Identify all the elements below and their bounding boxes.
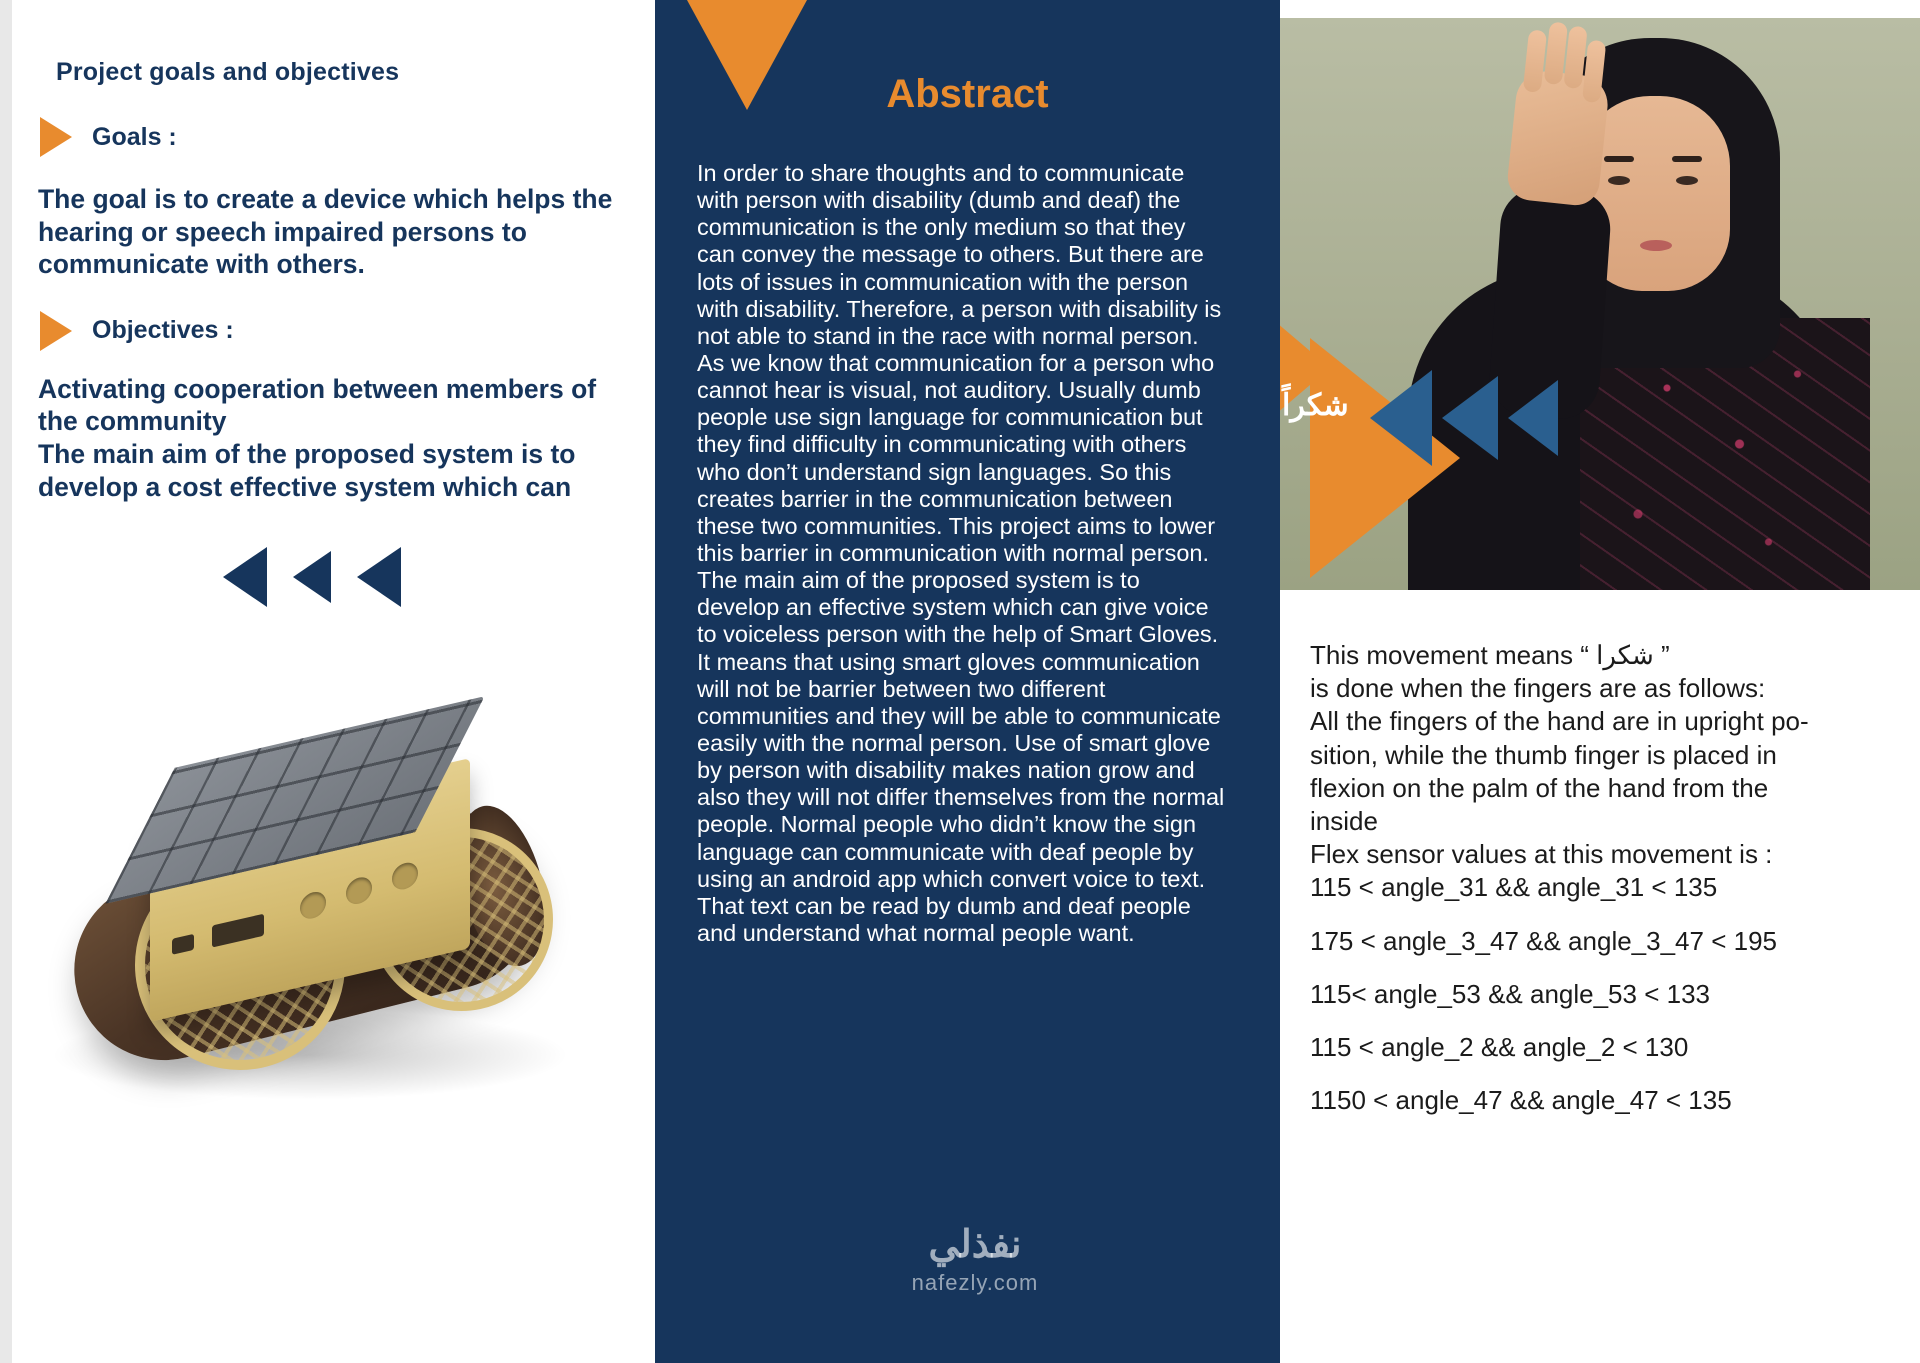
triangle-left-icon: [223, 547, 267, 607]
flex-value-2: 175 < angle_3_47 && angle_3_47 < 195: [1310, 925, 1777, 956]
photo-finger: [1582, 40, 1606, 104]
photo-caption: شكراً: [1282, 389, 1349, 422]
objectives-label: Objectives :: [92, 316, 234, 345]
photo-hand: [1505, 69, 1610, 208]
triangle-left-icon: [1442, 376, 1498, 460]
explanation-line-4: sition, while the thumb finger is placed in: [1310, 739, 1777, 770]
photo-eye: [1676, 176, 1698, 185]
goals-text: The goal is to create a device which helps the hearing or speech impaired persons to communicate with others.: [38, 184, 613, 280]
flex-value-5: 1150 < angle_47 && angle_47 < 135: [1310, 1085, 1732, 1116]
sign-language-photo: [1280, 18, 1920, 590]
photo-eyebrow: [1672, 156, 1702, 162]
explanation-line-1: This movement means “ شكرا ”: [1310, 640, 1670, 670]
watermark-latin: nafezly.com: [911, 1270, 1039, 1295]
device-slot: [172, 934, 194, 955]
explanation-block: [1310, 640, 1910, 1116]
triangle-left-icon: [1508, 380, 1558, 456]
flex-value-3: 115< angle_53 && angle_53 < 133: [1310, 978, 1710, 1009]
device-hole: [300, 889, 326, 921]
left-edge-strip: [0, 0, 12, 1363]
photo-lips: [1640, 240, 1672, 251]
page-title: Project goals and objectives: [56, 58, 400, 86]
left-column: [0, 0, 655, 1363]
device-hole: [392, 860, 418, 892]
goals-bullet-row: [40, 117, 627, 157]
explanation-line-2: is done when the fingers are as follows:: [1310, 673, 1766, 704]
explanation-line-6: inside: [1310, 805, 1378, 836]
triangle-left-icon: [1370, 370, 1432, 466]
photo-finger: [1523, 29, 1547, 93]
objectives-bullet-row: [40, 311, 627, 351]
flex-value-4: 115 < angle_2 && angle_2 < 130: [1310, 1031, 1689, 1062]
explanation-line-5: flexion on the palm of the hand from the: [1310, 772, 1769, 803]
device-slot: [212, 914, 264, 948]
abstract-title: Abstract: [886, 72, 1049, 116]
flex-value-1: 115 < angle_31 && angle_31 < 135: [1310, 872, 1718, 903]
triangle-right-icon: [40, 117, 72, 157]
triangle-right-icon: [40, 311, 72, 351]
device-hole: [346, 875, 372, 907]
photo-eyebrow: [1604, 156, 1634, 162]
watermark-arabic: نفذلي: [928, 1224, 1022, 1266]
photo-eye: [1608, 176, 1630, 185]
device-illustration: [40, 710, 600, 1140]
left-arrow-group: [223, 547, 627, 607]
objectives-text-1: Activating cooperation between members of the community: [38, 373, 597, 437]
triangle-left-icon: [293, 551, 331, 603]
goals-label: Goals :: [92, 122, 177, 151]
flex-sensor-heading: Flex sensor values at this movement is :: [1310, 839, 1773, 870]
abstract-panel: [655, 0, 1280, 1363]
explanation-line-3: All the fingers of the hand are in upright po-: [1310, 706, 1809, 737]
objectives-text-2: The main aim of the proposed system is to develop a cost effective system which can: [38, 438, 576, 502]
triangle-left-icon: [357, 547, 401, 607]
abstract-body-text: In order to share thoughts and to communicate with person with disability (dumb and deaf) the communication is the only medium so that they can convey the message to others. But there are lots of issues in communication with the person with disability. Therefore, a person with disability is not able to stand in the race with normal person. As we know that communication for a person who cannot hear is visual, not auditory. Usually dumb people use sign language for communication but they find difficulty in communicating with others who don’t understand sign languages. So this creates barrier in the communication between these two communities. This project aims to lower this barrier in communication with normal person. The main aim of the proposed system is to develop an effective system which can give voice to voiceless person with the help of Smart Gloves. It means that using smart gloves communication will not be barrier between two different communities and they will be able to communicate easily with the normal person. Use of smart glove by person with disability makes nation grow and also they will not differ themselves from the normal people. Normal people who didn’t know the sign language can communicate with deaf people by using an android app which convert voice to text. That text can be read by dumb and deaf people and understand what normal people want.: [697, 160, 1225, 946]
